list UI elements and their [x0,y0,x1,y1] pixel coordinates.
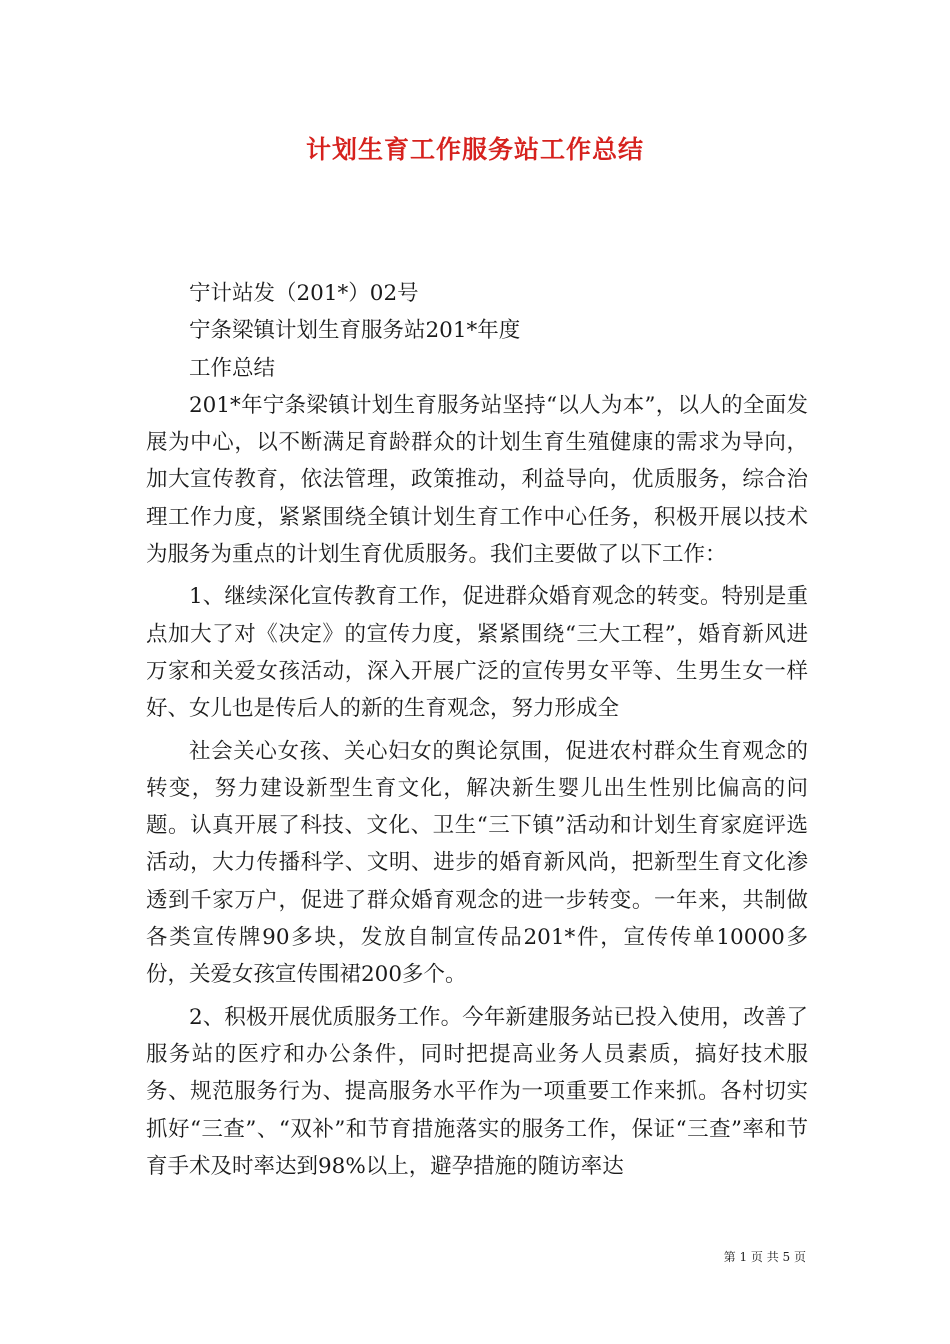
paragraph-item-1-continued: 社会关心女孩、关心妇女的舆论氛围，促进农村群众生育观念的转变，努力建设新型生育文化，解决新生婴儿出生性别比偏高的问题。认真开展了科技、文化、卫生“三下镇”活动和计划生育家庭评选活动，大力传播科学、文明、进步的婚育新风尚，把新型生育文化渗透到千家万户，促进了群众婚育观念的进一步转变。一年来，共制做各类宣传牌90多块，发放自制宣传品201*件，宣传传单10000多份，关爱女孩宣传围裙200多个。 [146,738,808,988]
doc-heading-line: 工作总结 [189,355,276,381]
document-title: 计划生育工作服务站工作总结 [305,135,644,164]
paragraph-intro: 201*年宁条梁镇计划生育服务站坚持“以人为本”，以人的全面发展为中心，以不断满足育龄群众的计划生育生殖健康的需求为导向，加大宣传教育，依法管理，政策推动，利益导向，优质服务，综合治理工作力度，紧紧围绕全镇计划生育工作中心任务，积极开展以技术为服务为重点的计划生育优质服务。我们主要做了以下工作： [146,392,808,568]
paragraph-item-1: 1、继续深化宣传教育工作，促进群众婚育观念的转变。特别是重点加大了对《决定》的宣传力度，紧紧围绕“三大工程”，婚育新风进万家和关爱女孩活动，深入开展广泛的宣传男女平等、生男生女一样好、女儿也是传后人的新的生育观念，努力形成全 [146,584,808,722]
page-number: 第 1 页 共 5 页 [723,1250,806,1264]
doc-number-line: 宁计站发（201*）02号 [189,281,419,306]
document-body [146,275,808,1185]
paragraph-item-2: 2、积极开展优质服务工作。今年新建服务站已投入使用，改善了服务站的医疗和办公条件，同时把提高业务人员素质，搞好技术服务、规范服务行为、提高服务水平作为一项重要工作来抓。各村切实抓好“三查”、“双补”和节育措施落实的服务工作，保证“三查”率和节育手术及时率达到98%以上，避孕措施的随访率达 [146,1004,808,1179]
doc-subtitle-line: 宁条梁镇计划生育服务站201*年度 [189,318,521,344]
